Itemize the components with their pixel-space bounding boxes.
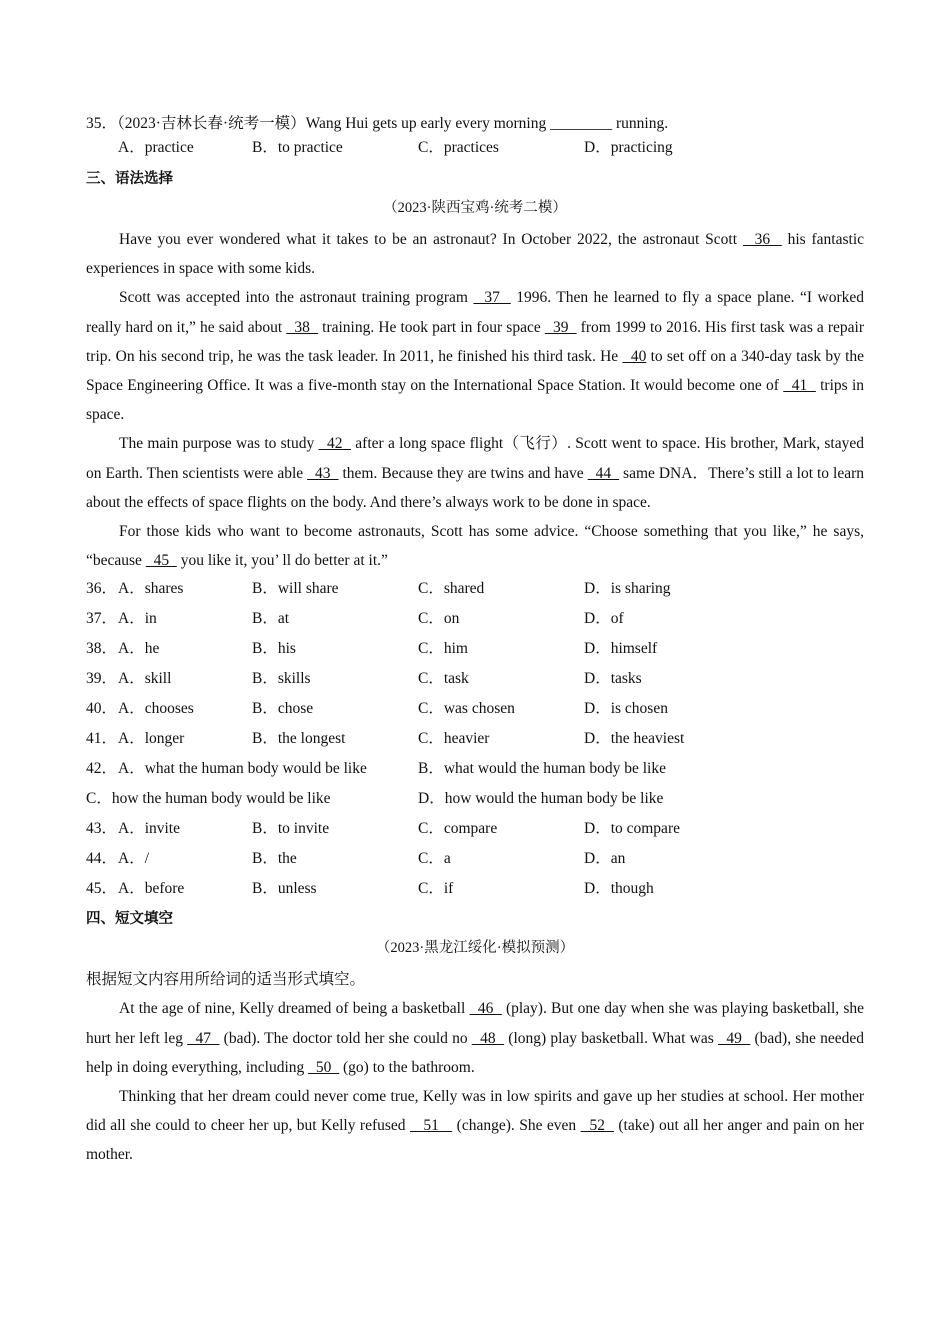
option-c: C．was chosen — [418, 700, 515, 718]
passage-source: （2023·陕西宝鸡·统考二模） — [383, 200, 567, 216]
blank-43: 43 — [307, 464, 339, 482]
question-row: 42． A．what the human body would be like B．what would the human body be like — [86, 757, 864, 787]
blank-37: 37 — [473, 289, 511, 307]
option-a: A．longer — [118, 730, 185, 748]
blank-40: 40 — [622, 347, 647, 365]
option-c: C．him — [418, 640, 468, 658]
question-row: 37． A．in B．at C．on D．of — [86, 607, 864, 637]
blank-38: 38 — [286, 318, 319, 336]
option-b: B．to practice — [252, 139, 343, 156]
passage-paragraph: Scott was accepted into the astronaut training program 37 1996. Then he learned to fly a space plane. “I worked really hard on it,” he said about 38 training. He took part in four space 39 from 1999 to 2016. His first task was a repair trip. On his second trip, he was the task leader. In 2011, he finished his third task. He 40 to set off on a 340-day task by the Space Engineering Office. It was a five-month stay on the International Space Station. It would become one of 41 trips in space. — [86, 289, 865, 424]
option-a: A．he — [118, 640, 160, 658]
option-a: A．skill — [118, 670, 172, 688]
instruction: 根据短文内容用所给词的适当形式填空。 — [86, 971, 366, 989]
option-b: B．at — [252, 610, 290, 628]
blank-36: 36 — [742, 231, 782, 248]
option-d: D．himself — [584, 640, 658, 658]
option-b: B．chose — [252, 700, 314, 718]
question-row: 45． A．before B．unless C．if D．though — [86, 877, 864, 907]
blank-50: 50 — [308, 1058, 340, 1076]
question-35-options — [86, 136, 864, 167]
option-d: D．practicing — [584, 139, 673, 156]
option-d: D．though — [584, 880, 654, 898]
question-row: 38． A．he B．his C．him D．himself — [86, 637, 864, 667]
option-d: D．how would the human body be like — [418, 790, 664, 808]
option-a: A．in — [118, 610, 157, 628]
option-c: C．compare — [418, 820, 498, 838]
option-a: A．what the human body would be like — [118, 760, 367, 778]
question-row — [86, 787, 864, 817]
option-d: D．is chosen — [584, 700, 668, 718]
option-b: B．skills — [252, 670, 311, 688]
question-row: 41． A．longer B．the longest C．heavier D．the heaviest — [86, 727, 864, 757]
option-d: D．the heaviest — [584, 730, 685, 748]
option-d: D．to compare — [584, 820, 680, 838]
blank-52: 52 — [580, 1117, 614, 1135]
passage-paragraph: The main purpose was to study 42 after a long space flight（飞行）. Scott went to space. His brother, Mark, stayed on Earth. Then scientists were able 43 them. Because they are twins and have 44 same DNA．There’s still a lot to learn about the effects of space flights on the body. And there’s always work to be done in space. — [86, 435, 865, 511]
option-c: C．on — [418, 610, 460, 628]
question-row: 40． A．chooses B．chose C．was chosen D．is chosen — [86, 697, 864, 727]
section-heading-cloze: 四、短文填空 — [86, 911, 173, 928]
option-d: D．is sharing — [584, 580, 671, 598]
option-b: B．the — [252, 850, 297, 868]
blank-39: 39 — [544, 318, 577, 336]
option-a: A．practice — [118, 139, 194, 156]
option-c: C．shared — [418, 580, 485, 598]
passage-paragraph: At the age of nine, Kelly dreamed of being a basketball 46 (play). But one day when she was playing basketball, she hurt her left leg 47 (bad). The doctor told her she could no 48 (long) play basketball. What was 49 (bad), she needed help in doing everything, including 50 (go) to the bathroom. — [86, 1000, 865, 1076]
option-b: B．his — [252, 640, 296, 658]
blank-49: 49 — [717, 1029, 751, 1047]
option-b: B．to invite — [252, 820, 330, 838]
option-b: B．the longest — [252, 730, 346, 748]
option-a: A．shares — [118, 580, 184, 598]
option-c: C．practices — [418, 139, 499, 156]
blank-42: 42 — [318, 435, 352, 453]
blank-41: 41 — [783, 377, 816, 395]
passage-source: （2023·黑龙江绥化·模拟预测） — [375, 940, 575, 957]
option-d: D．tasks — [584, 670, 642, 688]
blank-51: 51 — [410, 1117, 453, 1135]
option-b: B．what would the human body be like — [418, 760, 666, 778]
option-c: C．heavier — [418, 730, 490, 748]
question-35-stem: 35．（2023·吉林长春·统考一模）Wang Hui gets up early every morning ________ running. — [86, 115, 669, 132]
blank-46: 46 — [469, 1000, 502, 1018]
option-c: C．a — [418, 850, 451, 868]
option-c: C．task — [418, 670, 469, 688]
option-a: A．/ — [118, 850, 150, 868]
option-d: D．of — [584, 610, 624, 628]
question-row: 43． A．invite B．to invite C．compare D．to compare — [86, 817, 864, 847]
blank-44: 44 — [587, 464, 620, 482]
passage-paragraph: Have you ever wondered what it takes to be an astronaut? In October 2022, the astronaut Scott 36 his fantastic experiences in space with some kids. — [86, 231, 865, 278]
question-row: 44． A．/ B．the C．a D．an — [86, 847, 864, 877]
question-row: 36． A．shares B．will share C．shared D．is sharing — [86, 577, 864, 607]
passage-paragraph: Thinking that her dream could never come true, Kelly was in low spirits and gave up her studies at school. Her mother did all she could to cheer her up, but Kelly refused 51 (change). She even 52 (take) out all her anger and pain on her mother. — [86, 1088, 865, 1164]
option-d: D．an — [584, 850, 626, 868]
blank-45: 45 — [145, 552, 177, 570]
question-row: 39． A．skill B．skills C．task D．tasks — [86, 667, 864, 697]
option-c: C．how the human body would be like — [86, 790, 331, 808]
option-a: A．before — [118, 880, 185, 898]
option-c: C．if — [418, 880, 454, 898]
section-heading-grammar: 三、语法选择 — [86, 171, 173, 187]
option-a: A．chooses — [118, 700, 194, 718]
blank-48: 48 — [471, 1029, 505, 1047]
blank-47: 47 — [187, 1029, 220, 1047]
option-b: B．unless — [252, 880, 317, 898]
option-b: B．will share — [252, 580, 339, 598]
passage-paragraph: For those kids who want to become astronauts, Scott has some advice. “Choose something that you like,” he says, “because 45 you like it, you’ ll do better at it.” — [86, 523, 864, 570]
exam-page — [86, 112, 864, 1170]
option-a: A．invite — [118, 820, 180, 838]
